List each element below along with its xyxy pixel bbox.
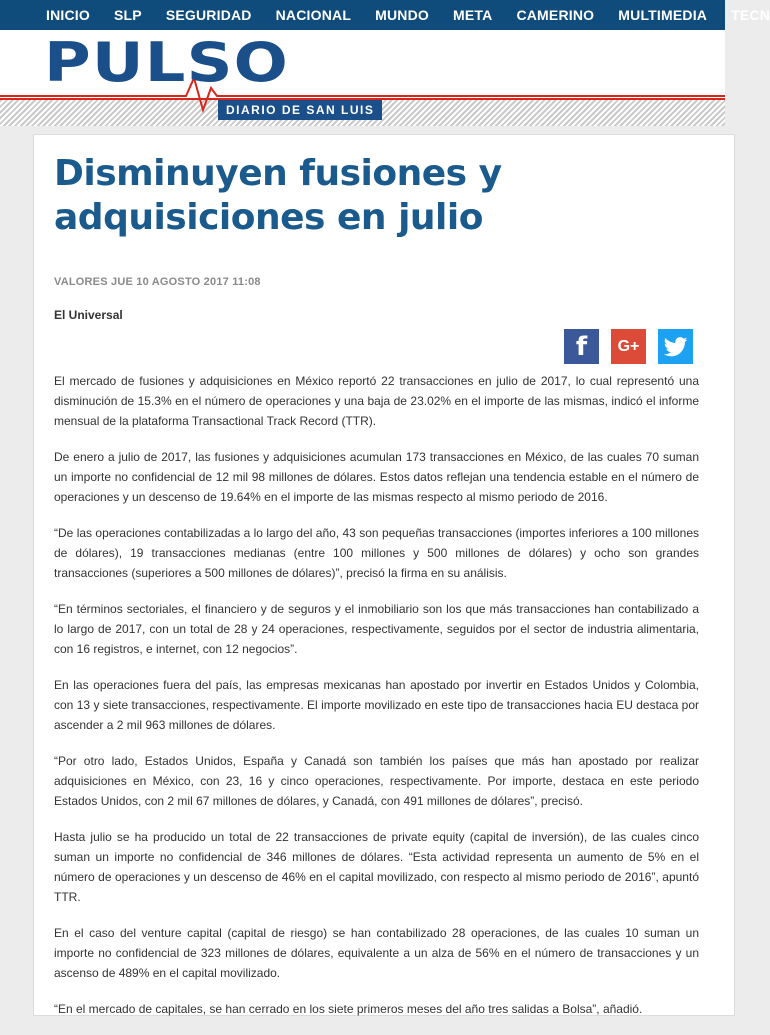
nav-item-nacional[interactable]: NACIONAL	[275, 7, 352, 23]
site-header	[0, 30, 725, 124]
facebook-icon: f	[575, 331, 588, 362]
nav-item-inicio[interactable]: INICIO	[46, 7, 90, 23]
nav-item-seguridad[interactable]: SEGURIDAD	[165, 7, 252, 23]
article-paragraph: En las operaciones fuera del país, las empresas mexicanas han apostado por invertir en Estados Unidos y Colombia, con 13 y siete transacciones, respectivamente. El importe movilizado en este tipo de transacciones hacia EU destaca por ascender a 2 mil 963 millones de dólares.	[54, 678, 699, 732]
nav-item-slp[interactable]: SLP	[113, 7, 142, 23]
article-author: El Universal	[54, 308, 123, 322]
article-paragraph: Hasta julio se ha producido un total de 22 transacciones de private equity (capital de inversión), de las cuales cinco suman un importe no confidencial de 346 millones de dólares. “Esta actividad representa un aumento de 5% en el número de operaciones y un descenso de 46% en el capital movilizado, con respecto al mismo periodo de 2016”, apuntó TTR.	[54, 830, 699, 904]
facebook-share-button[interactable]	[564, 329, 599, 364]
article-paragraph: “En el mercado de capitales, se han cerrado en los siete primeros meses del año tres salidas a Bolsa”, añadió.	[54, 1002, 643, 1016]
nav-item-multimedia[interactable]: MULTIMEDIA	[618, 7, 708, 23]
article-paragraph: En el caso del venture capital (capital de riesgo) se han contabilizado 28 operaciones, de las cuales 10 suman un importe no confidencial de 323 millones de dólares, equivalente a un alza de 56% en el número de transacciones y un ascenso de 489% en el capital movilizado.	[54, 926, 699, 980]
pulso-logo[interactable]: PULSO	[44, 31, 290, 94]
article-meta: VALORES JUE 10 AGOSTO 2017 11:08	[54, 276, 261, 288]
google-plus-icon: G+	[617, 337, 640, 355]
nav-item-tecnologia[interactable]: TECN	[731, 7, 770, 23]
nav-item-meta[interactable]: META	[453, 7, 493, 23]
article-paragraph: El mercado de fusiones y adquisiciones en México reportó 22 transacciones en julio de 2017, lo cual representó una disminución de 15.3% en el número de operaciones y una baja de 23.02% en el importe de las mismas, indicó el informe mensual de la plataforma Transactional Track Record (TTR).	[54, 374, 699, 428]
top-navigation	[0, 0, 770, 30]
google-plus-share-button[interactable]	[611, 329, 646, 364]
nav-item-camerino[interactable]: CAMERINO	[516, 7, 595, 23]
logo-tagline: DIARIO DE SAN LUIS	[218, 100, 382, 120]
twitter-icon	[664, 337, 688, 357]
article-paragraph: “De las operaciones contabilizadas a lo largo del año, 43 son pequeñas transacciones (importes inferiores a 100 millones de dólares), 19 transacciones medianas (entre 100 millones y 500 millones de dólares) y ocho son grandes transacciones (superiores a 500 millones de dólares)”, precisó la firma en su análisis.	[54, 526, 699, 580]
article-title: Disminuyen fusiones y adquisiciones en julio	[54, 153, 502, 238]
article-paragraph: “Por otro lado, Estados Unidos, España y Canadá son también los países que más han apostado por realizar adquisiciones en México, con 23, 16 y cinco operaciones, respectivamente. Por importe, destaca en este periodo Estados Unidos, con 2 mil 67 millones de dólares, y Canadá, con 491 millones de dólares”, precisó.	[54, 754, 699, 808]
twitter-share-button[interactable]	[658, 329, 693, 364]
nav-item-mundo[interactable]: MUNDO	[375, 7, 429, 23]
article-paragraph: De enero a julio de 2017, las fusiones y adquisiciones acumulan 173 transacciones en México, de las cuales 70 suman un importe no confidencial de 12 mil 98 millones de dólares. Estos datos reflejan una tendencia estable en el número de operaciones y un descenso de 19.64% en el importe de las mismas respecto al mismo periodo de 2016.	[54, 450, 699, 504]
article-paragraph: “En términos sectoriales, el financiero y de seguros y el inmobiliario son los que más transacciones han contabilizado a lo largo de 2017, con un total de 28 y 24 operaciones, respectivamente, seguidos por el sector de industria alimentaria, con 16 registros, e internet, con 12 negocios”.	[54, 602, 699, 656]
article-body	[54, 371, 699, 1035]
